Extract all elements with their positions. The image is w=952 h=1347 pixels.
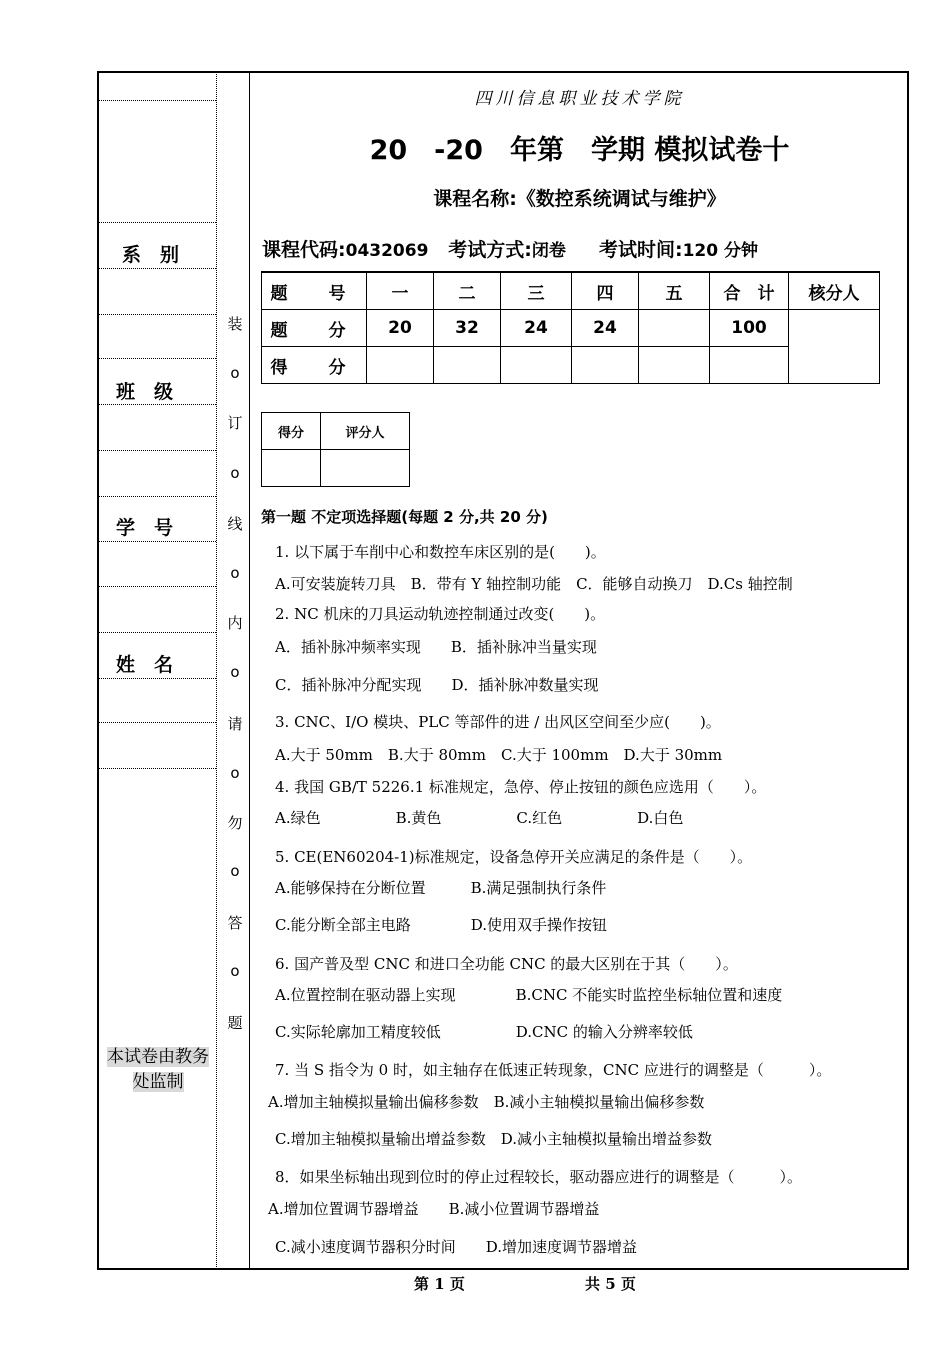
score-header-cell: 一 (367, 272, 434, 310)
points-cell (639, 310, 710, 347)
question: 6. 国产普及型 CNC 和进口全功能 CNC 的最大区别在于其（ ）。 (275, 955, 738, 973)
checker-cell[interactable] (789, 310, 880, 384)
seal-char: o (230, 962, 240, 980)
question: 8．如果坐标轴出现到位时的停止过程较长，驱动器应进行的调整是（ ）。 (275, 1168, 803, 1186)
question-options: A.大于 50mm B.大于 80mm C.大于 100mm D.大于 30mm (275, 746, 723, 764)
field-line (98, 404, 216, 405)
page-number: 第 1 页 (414, 1275, 465, 1293)
seal-char: 勿 (227, 814, 243, 832)
seal-char: o (230, 464, 240, 482)
score-header-cell: 二 (434, 272, 501, 310)
question-options: C.减小速度调节器积分时间 D.增加速度调节器增益 (275, 1238, 637, 1256)
section-heading: 第一题 不定项选择题(每题 2 分,共 20 分) (261, 508, 548, 526)
binding-line-solid (249, 72, 250, 1269)
exam-mode: 闭卷 (531, 241, 566, 261)
course-code: 0432069 (345, 241, 429, 261)
question: 4. 我国 GB/T 5226.1 标准规定，急停、停止按钮的颜色应选用（ ）。 (275, 778, 767, 796)
question: 5. CE(EN60204-1)标准规定，设备急停开关应满足的条件是（ ）。 (275, 848, 753, 866)
exam-mode-label: 考试方式: (448, 239, 532, 261)
field-line (98, 541, 216, 542)
score-header-cell: 五 (639, 272, 710, 310)
course-name: 课程名称:《数控系统调试与维护》 (433, 188, 726, 210)
points-cell: 24 (572, 310, 639, 347)
score-label: 得 分 (262, 347, 367, 384)
field-line (98, 496, 216, 497)
score-input-cell[interactable] (572, 347, 639, 384)
binding-line-dotted (216, 72, 217, 1269)
seal-char: 请 (227, 715, 243, 733)
field-line (98, 222, 216, 223)
seal-char: 答 (227, 914, 243, 932)
seal-char: 内 (227, 614, 243, 632)
field-line (98, 268, 216, 269)
seal-char: o (230, 364, 240, 382)
score-header-cell: 三 (501, 272, 572, 310)
supervision-note: 本试卷由教务处监制 (107, 1047, 209, 1092)
grader-name-cell[interactable] (321, 450, 410, 487)
question: 2. NC 机床的刀具运动轨迹控制通过改变( )。 (275, 605, 606, 623)
score-header-cell: 合 计 (710, 272, 789, 310)
seal-char: o (230, 564, 240, 582)
score-input-cell[interactable] (367, 347, 434, 384)
field-line (98, 678, 216, 679)
field-line (98, 632, 216, 633)
question-options: C.能分断全部主电路 D.使用双手操作按钮 (275, 916, 607, 934)
school-name: 四川信息职业技术学院 (474, 89, 685, 109)
field-line (98, 722, 216, 723)
seal-char: 装 (227, 315, 243, 333)
field-line (98, 586, 216, 587)
question-options: A.可安装旋转刀具 B．带有 Y 轴控制功能 C．能够自动换刀 D.Cs 轴控制 (275, 575, 793, 593)
exam-time-label: 考试时间: (598, 239, 683, 261)
question-options: A.位置控制在驱动器上实现 B.CNC 不能实时监控坐标轴位置和速度 (275, 986, 783, 1004)
question-options: C.实际轮廓加工精度较低 D.CNC 的输入分辨率较低 (275, 1023, 693, 1041)
score-input-cell[interactable] (501, 347, 572, 384)
seal-char: o (230, 663, 240, 681)
question: 1. 以下属于车削中心和数控车床区别的是( )。 (275, 543, 606, 561)
question-options: C.增加主轴模拟量输出增益参数 D.减小主轴模拟量输出增益参数 (275, 1130, 712, 1148)
score-header-cell: 核分人 (789, 272, 880, 310)
grader-table (261, 412, 410, 487)
page-total: 共 5 页 (585, 1275, 636, 1293)
score-header-cell: 题 号 (262, 272, 367, 310)
seal-char: o (230, 764, 240, 782)
score-input-cell[interactable] (434, 347, 501, 384)
points-cell: 24 (501, 310, 572, 347)
course-code-label: 课程代码: (262, 239, 346, 261)
seal-char: 题 (227, 1014, 243, 1032)
question-options: A.增加主轴模拟量输出偏移参数 B.减小主轴模拟量输出偏移参数 (268, 1093, 705, 1111)
seal-char: o (230, 862, 240, 880)
field-line (98, 100, 216, 101)
question-options: A.能够保持在分断位置 B.满足强制执行条件 (275, 879, 607, 897)
field-line (98, 358, 216, 359)
score-input-cell[interactable] (639, 347, 710, 384)
score-table (261, 271, 880, 384)
score-header-cell: 四 (572, 272, 639, 310)
seal-char: 线 (227, 515, 243, 533)
points-cell: 20 (367, 310, 434, 347)
question: 3. CNC、I/O 模块、PLC 等部件的进 / 出风区空间至少应( )。 (275, 713, 721, 731)
seal-char: 订 (227, 414, 243, 432)
question-options: A.增加位置调节器增益 B.减小位置调节器增益 (268, 1200, 600, 1218)
grader-score-label: 得分 (262, 413, 321, 450)
points-label: 题 分 (262, 310, 367, 347)
points-cell: 32 (434, 310, 501, 347)
question-options: A.绿色 B.黄色 C.红色 D.白色 (275, 809, 684, 827)
grader-score-cell[interactable] (262, 450, 321, 487)
field-line (98, 768, 216, 769)
exam-time: 120 分钟 (682, 241, 758, 261)
question-options: C．插补脉冲分配实现 D．插补脉冲数量实现 (275, 676, 599, 694)
question-options: A．插补脉冲频率实现 B．插补脉冲当量实现 (275, 638, 597, 656)
score-input-cell[interactable] (710, 347, 789, 384)
question: 7. 当 S 指令为 0 时，如主轴存在低速正转现象，CNC 应进行的调整是（ ）。 (275, 1061, 832, 1079)
field-line (98, 450, 216, 451)
field-line (98, 314, 216, 315)
exam-title: 20 -20 年第 学期 模拟试卷十 (369, 135, 790, 166)
grader-name-label: 评分人 (321, 413, 410, 450)
points-cell: 100 (710, 310, 789, 347)
course-info (262, 235, 758, 262)
